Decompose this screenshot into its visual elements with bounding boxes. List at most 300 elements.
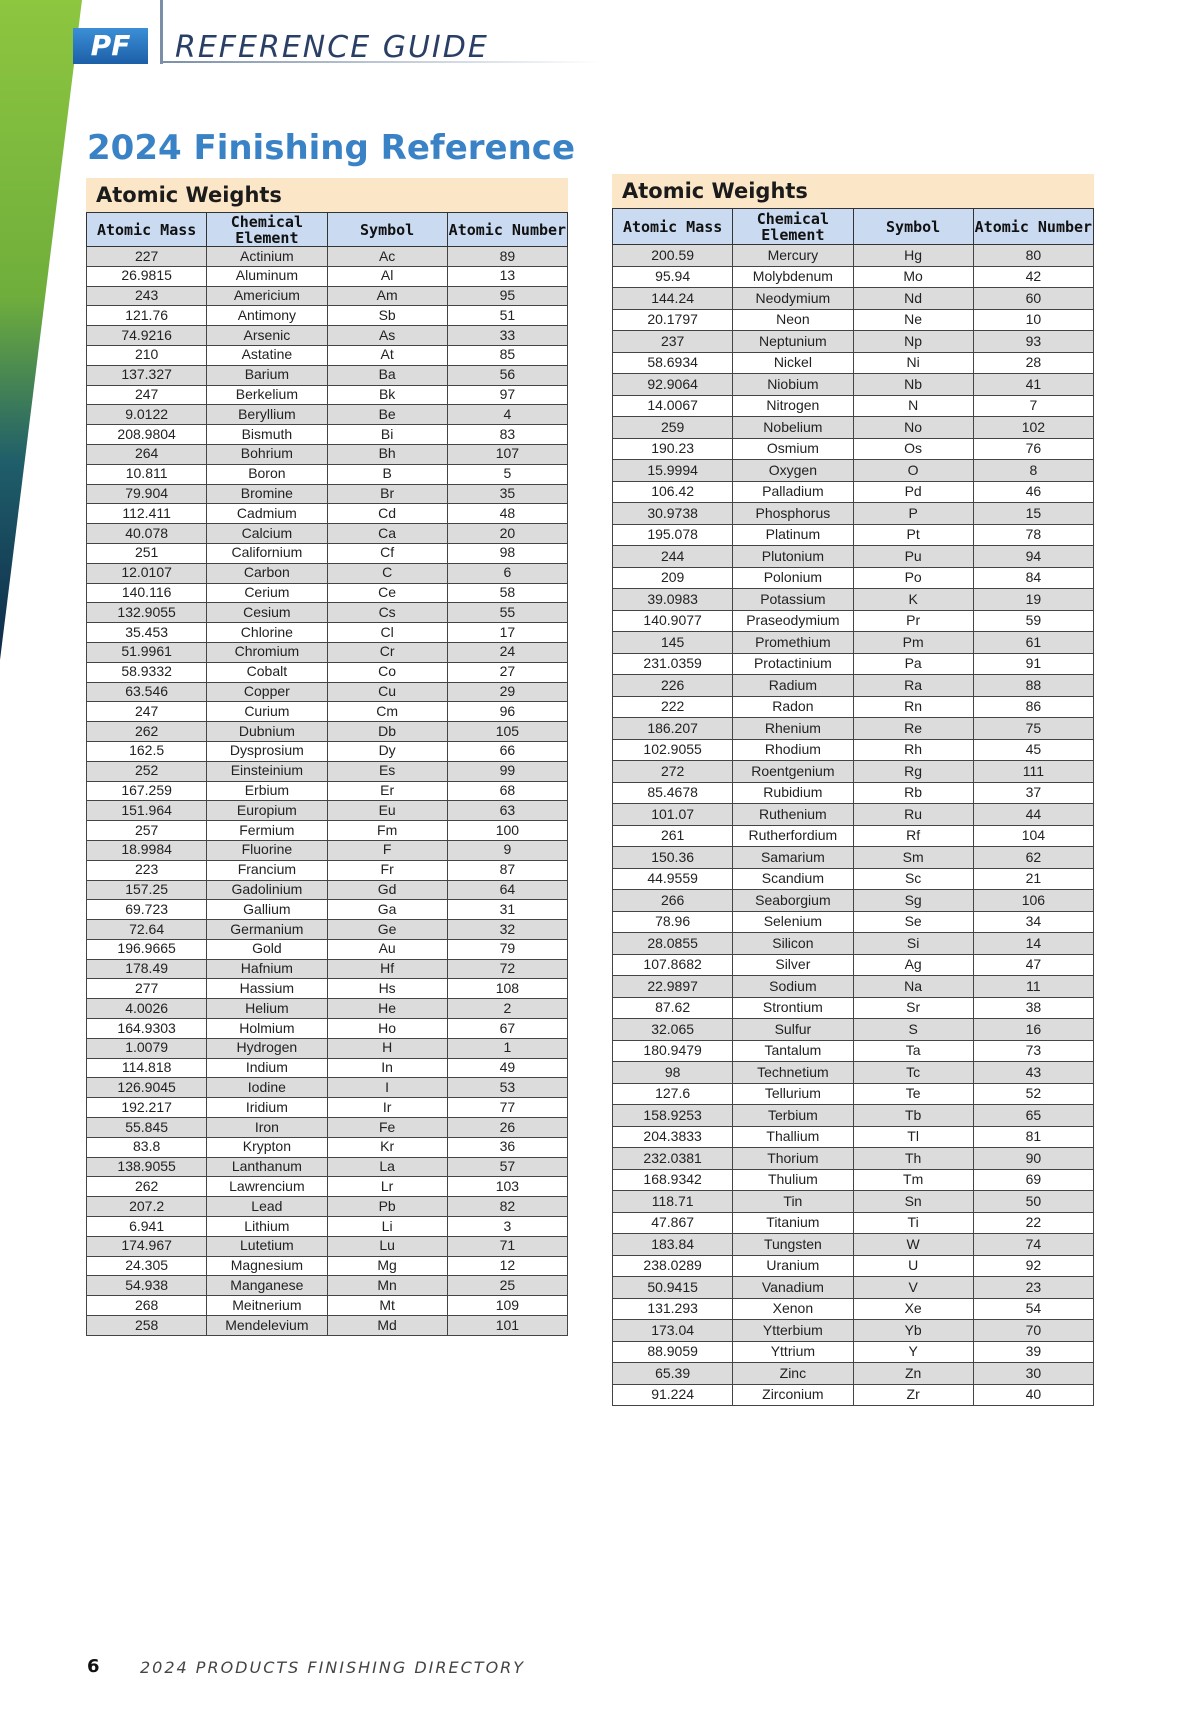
- cell-atomic-number: 105: [447, 722, 567, 742]
- cell-atomic-mass: 196.9665: [87, 939, 207, 959]
- cell-atomic-mass: 262: [87, 722, 207, 742]
- cell-atomic-number: 28: [973, 352, 1093, 374]
- cell-atomic-mass: 173.04: [613, 1320, 733, 1342]
- cell-atomic-number: 84: [973, 567, 1093, 589]
- table-row: [87, 385, 568, 405]
- table-row: [87, 900, 568, 920]
- cell-symbol: Ni: [853, 352, 973, 374]
- cell-atomic-mass: 32.065: [613, 1019, 733, 1041]
- table-row: [87, 1118, 568, 1138]
- table-row: [87, 326, 568, 346]
- cell-chemical-element: Gadolinium: [207, 880, 327, 900]
- cell-symbol: Lu: [327, 1236, 447, 1256]
- cell-atomic-number: 74: [973, 1234, 1093, 1256]
- cell-symbol: Fr: [327, 860, 447, 880]
- cell-symbol: N: [853, 395, 973, 417]
- cell-chemical-element: Promethium: [733, 632, 853, 654]
- cell-atomic-number: 81: [973, 1126, 1093, 1148]
- cell-symbol: F: [327, 840, 447, 860]
- table-row: [87, 1316, 568, 1336]
- table-row: [613, 481, 1094, 503]
- cell-symbol: Pm: [853, 632, 973, 654]
- cell-chemical-element: Carbon: [207, 563, 327, 583]
- cell-atomic-number: 16: [973, 1019, 1093, 1041]
- cell-atomic-number: 4: [447, 405, 567, 425]
- table-row: [613, 825, 1094, 847]
- cell-symbol: Al: [327, 266, 447, 286]
- cell-atomic-number: 75: [973, 718, 1093, 740]
- cell-chemical-element: Cadmium: [207, 504, 327, 524]
- cell-atomic-number: 34: [973, 911, 1093, 933]
- cell-symbol: Tl: [853, 1126, 973, 1148]
- table-row: [87, 603, 568, 623]
- page-title: 2024 Finishing Reference: [87, 128, 576, 168]
- cell-atomic-number: 65: [973, 1105, 1093, 1127]
- cell-atomic-mass: 244: [613, 546, 733, 568]
- table-row: [613, 1384, 1094, 1406]
- cell-atomic-number: 54: [973, 1298, 1093, 1320]
- cell-atomic-mass: 183.84: [613, 1234, 733, 1256]
- cell-atomic-number: 93: [973, 331, 1093, 353]
- cell-symbol: Dy: [327, 741, 447, 761]
- column-header-atomic-mass: Atomic Mass: [87, 213, 207, 247]
- cell-symbol: Tb: [853, 1105, 973, 1127]
- table-row: [87, 1256, 568, 1276]
- table-row: [87, 405, 568, 425]
- cell-atomic-number: 5: [447, 464, 567, 484]
- cell-atomic-mass: 24.305: [87, 1256, 207, 1276]
- cell-atomic-mass: 85.4678: [613, 782, 733, 804]
- cell-symbol: Cl: [327, 623, 447, 643]
- table-row: [613, 718, 1094, 740]
- cell-symbol: Na: [853, 976, 973, 998]
- cell-atomic-number: 2: [447, 999, 567, 1019]
- cell-symbol: Mo: [853, 266, 973, 288]
- cell-atomic-mass: 208.9804: [87, 425, 207, 445]
- cell-atomic-number: 11: [973, 976, 1093, 998]
- cell-symbol: Ir: [327, 1098, 447, 1118]
- table-row: [613, 546, 1094, 568]
- cell-symbol: Ru: [853, 804, 973, 826]
- cell-atomic-mass: 150.36: [613, 847, 733, 869]
- cell-atomic-number: 20: [447, 524, 567, 544]
- cell-symbol: Pr: [853, 610, 973, 632]
- cell-atomic-mass: 12.0107: [87, 563, 207, 583]
- cell-chemical-element: Actinium: [207, 247, 327, 267]
- cell-chemical-element: Californium: [207, 543, 327, 563]
- table-row: [87, 524, 568, 544]
- cell-atomic-mass: 226: [613, 675, 733, 697]
- cell-atomic-number: 50: [973, 1191, 1093, 1213]
- cell-chemical-element: Terbium: [733, 1105, 853, 1127]
- cell-atomic-mass: 30.9738: [613, 503, 733, 525]
- side-accent-stripe: [0, 0, 90, 660]
- atomic-weights-right: [612, 174, 1094, 1406]
- cell-symbol: Sb: [327, 306, 447, 326]
- cell-atomic-mass: 140.9077: [613, 610, 733, 632]
- cell-atomic-mass: 63.546: [87, 682, 207, 702]
- cell-atomic-mass: 39.0983: [613, 589, 733, 611]
- cell-atomic-number: 56: [447, 365, 567, 385]
- table-row: [87, 1019, 568, 1039]
- atomic-weights-left: [86, 178, 568, 1336]
- cell-chemical-element: Samarium: [733, 847, 853, 869]
- table-row: [87, 1296, 568, 1316]
- cell-symbol: Fm: [327, 821, 447, 841]
- cell-chemical-element: Copper: [207, 682, 327, 702]
- table-row: [87, 444, 568, 464]
- cell-atomic-number: 49: [447, 1058, 567, 1078]
- table-row: [613, 954, 1094, 976]
- cell-atomic-number: 78: [973, 524, 1093, 546]
- cell-atomic-number: 95: [447, 286, 567, 306]
- cell-atomic-mass: 138.9055: [87, 1157, 207, 1177]
- table-row: [87, 345, 568, 365]
- cell-chemical-element: Praseodymium: [733, 610, 853, 632]
- table-row: [613, 1083, 1094, 1105]
- cell-chemical-element: Meitnerium: [207, 1296, 327, 1316]
- cell-atomic-mass: 18.9984: [87, 840, 207, 860]
- cell-chemical-element: Bromine: [207, 484, 327, 504]
- cell-atomic-number: 8: [973, 460, 1093, 482]
- cell-atomic-mass: 58.6934: [613, 352, 733, 374]
- cell-atomic-mass: 87.62: [613, 997, 733, 1019]
- table-row: [613, 782, 1094, 804]
- cell-atomic-number: 37: [973, 782, 1093, 804]
- cell-chemical-element: Uranium: [733, 1255, 853, 1277]
- cell-atomic-number: 62: [973, 847, 1093, 869]
- cell-atomic-number: 12: [447, 1256, 567, 1276]
- cell-symbol: Pb: [327, 1197, 447, 1217]
- cell-symbol: Hs: [327, 979, 447, 999]
- cell-atomic-number: 63: [447, 801, 567, 821]
- cell-atomic-number: 14: [973, 933, 1093, 955]
- cell-symbol: Rf: [853, 825, 973, 847]
- cell-atomic-number: 69: [973, 1169, 1093, 1191]
- table-row: [613, 1062, 1094, 1084]
- cell-atomic-number: 88: [973, 675, 1093, 697]
- column-header-symbol: Symbol: [327, 213, 447, 247]
- table-row: [613, 374, 1094, 396]
- cell-atomic-mass: 35.453: [87, 623, 207, 643]
- cell-chemical-element: Mercury: [733, 245, 853, 267]
- cell-atomic-mass: 127.6: [613, 1083, 733, 1105]
- cell-atomic-mass: 101.07: [613, 804, 733, 826]
- cell-atomic-number: 107: [447, 444, 567, 464]
- cell-chemical-element: Phosphorus: [733, 503, 853, 525]
- cell-chemical-element: Tungsten: [733, 1234, 853, 1256]
- cell-atomic-mass: 264: [87, 444, 207, 464]
- cell-atomic-number: 96: [447, 702, 567, 722]
- cell-chemical-element: Ruthenium: [733, 804, 853, 826]
- table-row: [87, 286, 568, 306]
- table-row: [87, 365, 568, 385]
- cell-symbol: Pt: [853, 524, 973, 546]
- cell-symbol: Ca: [327, 524, 447, 544]
- cell-atomic-number: 94: [973, 546, 1093, 568]
- cell-symbol: Pa: [853, 653, 973, 675]
- cell-atomic-mass: 261: [613, 825, 733, 847]
- cell-symbol: V: [853, 1277, 973, 1299]
- table-row: [613, 868, 1094, 890]
- cell-symbol: Mn: [327, 1276, 447, 1296]
- table-row: [87, 642, 568, 662]
- cell-symbol: Am: [327, 286, 447, 306]
- cell-chemical-element: Germanium: [207, 920, 327, 940]
- cell-symbol: Gd: [327, 880, 447, 900]
- cell-atomic-number: 70: [973, 1320, 1093, 1342]
- table-row: [613, 1191, 1094, 1213]
- cell-atomic-mass: 259: [613, 417, 733, 439]
- table-row: [613, 1126, 1094, 1148]
- cell-atomic-number: 108: [447, 979, 567, 999]
- cell-symbol: Cu: [327, 682, 447, 702]
- cell-symbol: Es: [327, 761, 447, 781]
- cell-atomic-mass: 132.9055: [87, 603, 207, 623]
- cell-atomic-mass: 238.0289: [613, 1255, 733, 1277]
- cell-atomic-mass: 251: [87, 543, 207, 563]
- cell-atomic-number: 26: [447, 1118, 567, 1138]
- column-header-chemical-element: Chemical Element: [733, 209, 853, 245]
- cell-atomic-mass: 121.76: [87, 306, 207, 326]
- cell-atomic-mass: 83.8: [87, 1137, 207, 1157]
- cell-chemical-element: Hafnium: [207, 959, 327, 979]
- cell-symbol: Ne: [853, 309, 973, 331]
- header-divider: [160, 0, 163, 64]
- cell-symbol: Mg: [327, 1256, 447, 1276]
- table-row: [613, 1341, 1094, 1363]
- cell-symbol: B: [327, 464, 447, 484]
- cell-chemical-element: Strontium: [733, 997, 853, 1019]
- cell-chemical-element: Thorium: [733, 1148, 853, 1170]
- cell-atomic-mass: 257: [87, 821, 207, 841]
- cell-chemical-element: Dysprosium: [207, 741, 327, 761]
- cell-symbol: Tc: [853, 1062, 973, 1084]
- cell-atomic-number: 99: [447, 761, 567, 781]
- cell-chemical-element: Curium: [207, 702, 327, 722]
- cell-atomic-mass: 107.8682: [613, 954, 733, 976]
- cell-symbol: He: [327, 999, 447, 1019]
- cell-atomic-number: 36: [447, 1137, 567, 1157]
- cell-atomic-mass: 195.078: [613, 524, 733, 546]
- cell-chemical-element: Aluminum: [207, 266, 327, 286]
- cell-atomic-mass: 151.964: [87, 801, 207, 821]
- cell-atomic-number: 17: [447, 623, 567, 643]
- cell-chemical-element: Lithium: [207, 1217, 327, 1237]
- cell-atomic-mass: 158.9253: [613, 1105, 733, 1127]
- table-row: [613, 976, 1094, 998]
- cell-chemical-element: Titanium: [733, 1212, 853, 1234]
- cell-symbol: Rb: [853, 782, 973, 804]
- cell-atomic-mass: 10.811: [87, 464, 207, 484]
- table-row: [613, 1255, 1094, 1277]
- cell-atomic-mass: 272: [613, 761, 733, 783]
- cell-atomic-mass: 131.293: [613, 1298, 733, 1320]
- table-row: [87, 543, 568, 563]
- cell-chemical-element: Roentgenium: [733, 761, 853, 783]
- cell-symbol: Cr: [327, 642, 447, 662]
- table-row: [87, 939, 568, 959]
- cell-atomic-number: 46: [973, 481, 1093, 503]
- cell-chemical-element: Seaborgium: [733, 890, 853, 912]
- cell-symbol: No: [853, 417, 973, 439]
- cell-chemical-element: Barium: [207, 365, 327, 385]
- section-title: Atomic Weights: [612, 174, 1094, 208]
- cell-chemical-element: Calcium: [207, 524, 327, 544]
- cell-chemical-element: Hydrogen: [207, 1038, 327, 1058]
- cell-symbol: O: [853, 460, 973, 482]
- table-row: [87, 563, 568, 583]
- cell-symbol: Np: [853, 331, 973, 353]
- cell-atomic-number: 91: [973, 653, 1093, 675]
- table-row: [87, 1078, 568, 1098]
- cell-symbol: Mt: [327, 1296, 447, 1316]
- cell-symbol: Ba: [327, 365, 447, 385]
- table-row: [613, 438, 1094, 460]
- cell-atomic-mass: 74.9216: [87, 326, 207, 346]
- cell-chemical-element: Oxygen: [733, 460, 853, 482]
- cell-atomic-number: 79: [447, 939, 567, 959]
- table-row: [87, 484, 568, 504]
- table-row: [613, 567, 1094, 589]
- table-row: [613, 503, 1094, 525]
- cell-atomic-number: 9: [447, 840, 567, 860]
- cell-atomic-number: 22: [973, 1212, 1093, 1234]
- cell-chemical-element: Neon: [733, 309, 853, 331]
- cell-atomic-mass: 54.938: [87, 1276, 207, 1296]
- cell-chemical-element: Francium: [207, 860, 327, 880]
- table-row: [613, 460, 1094, 482]
- cell-chemical-element: Cerium: [207, 583, 327, 603]
- table-row: [87, 781, 568, 801]
- cell-chemical-element: Lawrencium: [207, 1177, 327, 1197]
- cell-chemical-element: Bohrium: [207, 444, 327, 464]
- cell-atomic-number: 98: [447, 543, 567, 563]
- cell-symbol: I: [327, 1078, 447, 1098]
- cell-symbol: Os: [853, 438, 973, 460]
- cell-symbol: Ac: [327, 247, 447, 267]
- cell-atomic-number: 40: [973, 1384, 1093, 1406]
- cell-symbol: Rg: [853, 761, 973, 783]
- cell-atomic-mass: 247: [87, 702, 207, 722]
- cell-chemical-element: Mendelevium: [207, 1316, 327, 1336]
- table-row: [87, 1177, 568, 1197]
- cell-chemical-element: Protactinium: [733, 653, 853, 675]
- cell-atomic-number: 43: [973, 1062, 1093, 1084]
- cell-symbol: Md: [327, 1316, 447, 1336]
- cell-symbol: Fe: [327, 1118, 447, 1138]
- cell-symbol: Re: [853, 718, 973, 740]
- cell-chemical-element: Rubidium: [733, 782, 853, 804]
- cell-symbol: Ho: [327, 1019, 447, 1039]
- cell-chemical-element: Lutetium: [207, 1236, 327, 1256]
- cell-atomic-mass: 58.9332: [87, 662, 207, 682]
- cell-atomic-number: 45: [973, 739, 1093, 761]
- cell-symbol: Cd: [327, 504, 447, 524]
- cell-chemical-element: Niobium: [733, 374, 853, 396]
- cell-atomic-number: 83: [447, 425, 567, 445]
- table-row: [613, 675, 1094, 697]
- cell-atomic-mass: 92.9064: [613, 374, 733, 396]
- cell-symbol: Bh: [327, 444, 447, 464]
- cell-atomic-mass: 144.24: [613, 288, 733, 310]
- cell-chemical-element: Boron: [207, 464, 327, 484]
- cell-atomic-mass: 266: [613, 890, 733, 912]
- cell-symbol: Rh: [853, 739, 973, 761]
- cell-symbol: Bi: [327, 425, 447, 445]
- cell-atomic-mass: 180.9479: [613, 1040, 733, 1062]
- cell-atomic-mass: 40.078: [87, 524, 207, 544]
- cell-symbol: Sg: [853, 890, 973, 912]
- cell-atomic-number: 71: [447, 1236, 567, 1256]
- cell-atomic-number: 29: [447, 682, 567, 702]
- cell-atomic-number: 66: [447, 741, 567, 761]
- cell-chemical-element: Holmium: [207, 1019, 327, 1039]
- cell-atomic-number: 6: [447, 563, 567, 583]
- cell-atomic-number: 80: [973, 245, 1093, 267]
- cell-atomic-number: 60: [973, 288, 1093, 310]
- cell-atomic-mass: 44.9559: [613, 868, 733, 890]
- cell-atomic-mass: 78.96: [613, 911, 733, 933]
- cell-symbol: Lr: [327, 1177, 447, 1197]
- cell-atomic-number: 35: [447, 484, 567, 504]
- cell-atomic-mass: 65.39: [613, 1363, 733, 1385]
- cell-atomic-number: 47: [973, 954, 1093, 976]
- cell-symbol: Li: [327, 1217, 447, 1237]
- cell-chemical-element: Sodium: [733, 976, 853, 998]
- cell-atomic-mass: 157.25: [87, 880, 207, 900]
- table-row: [613, 524, 1094, 546]
- cell-atomic-number: 111: [973, 761, 1093, 783]
- table-row: [87, 1236, 568, 1256]
- cell-chemical-element: Chlorine: [207, 623, 327, 643]
- table-row: [87, 504, 568, 524]
- cell-atomic-mass: 14.0067: [613, 395, 733, 417]
- cell-symbol: Ta: [853, 1040, 973, 1062]
- cell-symbol: Ag: [853, 954, 973, 976]
- cell-atomic-number: 97: [447, 385, 567, 405]
- cell-symbol: Hf: [327, 959, 447, 979]
- table-row: [87, 306, 568, 326]
- table-row: [87, 741, 568, 761]
- table-row: [613, 1298, 1094, 1320]
- cell-symbol: In: [327, 1058, 447, 1078]
- cell-chemical-element: Americium: [207, 286, 327, 306]
- table-row: [613, 997, 1094, 1019]
- cell-chemical-element: Chromium: [207, 642, 327, 662]
- cell-atomic-mass: 168.9342: [613, 1169, 733, 1191]
- cell-atomic-number: 58: [447, 583, 567, 603]
- column-header-atomic-mass: Atomic Mass: [613, 209, 733, 245]
- cell-atomic-number: 72: [447, 959, 567, 979]
- column-header-atomic-number: Atomic Number: [447, 213, 567, 247]
- footer-text: 2024 PRODUCTS FINISHING DIRECTORY: [140, 1658, 526, 1677]
- cell-atomic-mass: 258: [87, 1316, 207, 1336]
- table-row: [613, 395, 1094, 417]
- cell-atomic-number: 24: [447, 642, 567, 662]
- cell-atomic-number: 15: [973, 503, 1093, 525]
- cell-chemical-element: Europium: [207, 801, 327, 821]
- table-row: [613, 1363, 1094, 1385]
- cell-atomic-number: 82: [447, 1197, 567, 1217]
- cell-chemical-element: Vanadium: [733, 1277, 853, 1299]
- cell-atomic-number: 53: [447, 1078, 567, 1098]
- table-row: [87, 623, 568, 643]
- cell-symbol: Si: [853, 933, 973, 955]
- table-row: [87, 1197, 568, 1217]
- table-row: [613, 911, 1094, 933]
- table-row: [613, 653, 1094, 675]
